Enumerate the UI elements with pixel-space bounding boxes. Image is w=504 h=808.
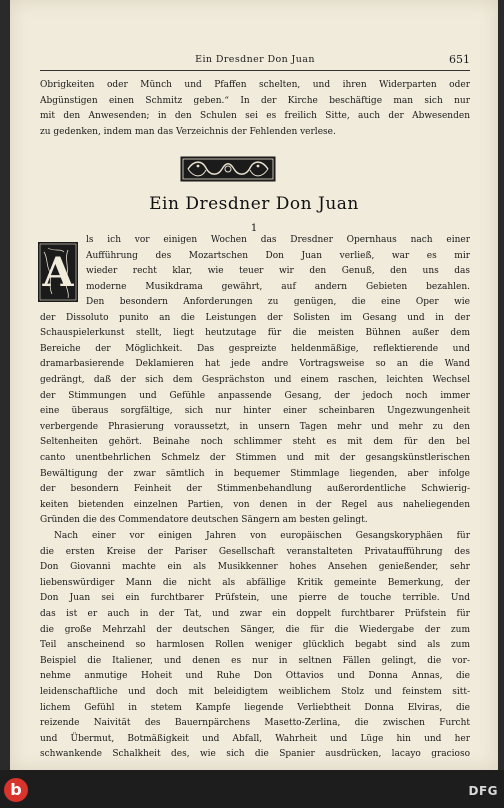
decorated-initial — [38, 242, 78, 302]
text-line: schwankende Schalkheit des, wie sich die Spanier ausdrücken, lacayo gracioso — [40, 749, 470, 760]
running-header — [40, 52, 470, 71]
viewer-logo-icon[interactable]: b — [4, 778, 28, 802]
text-line: moderne Musikdrama gewährt, auf andern Gebieten bezahlen. — [86, 281, 470, 292]
text-line: liebenswürdiger Mann die nicht als abfällige Kritik gemeinte Bemerkung, der — [40, 577, 470, 588]
text-line: der besondern Feinheit der Stimmenbehandlung außerordentliche Schwierig- — [40, 484, 470, 495]
text-line: verbergende Phrasierung voraussetzt, in unsern Tagen mehr und mehr zu den — [40, 421, 470, 432]
text-line: reizende Naivität des Bauernpärchens Masetto-Zerlina, die zwischen Furcht — [40, 718, 470, 729]
text-line: Bereiche der Möglichkeit. Das gespreizte heldenmäßige, reflektierende und — [40, 343, 470, 354]
book-page — [10, 0, 498, 770]
text-line: Nach einer vor einigen Jahren von europäischen Gesangskoryphäen für — [54, 531, 470, 541]
section-number: 1 — [250, 223, 258, 234]
text-line: nehme anmutige Hoheit und Ruhe Don Ottavios und Donna Annas, die — [40, 671, 470, 682]
text-line: Schauspielerkunst stellt, liegt heutzutage für die meisten Bühnen außer dem — [40, 328, 470, 339]
text-line: das ist er auch in der Tat, und zwar ein doppelt furchtbarer Prüfstein für — [40, 608, 470, 619]
text-line: die ersten Kreise der Pariser Gesellschaft veranstalteten Privataufführung des — [40, 546, 470, 557]
text-line: Beispiel die Italiener, und denen es nur in seltnen Fällen gelingt, die vor- — [40, 655, 470, 666]
text-line: canto unentbehrlichen Schmelz der Stimmen und mit der gesangskünstlerischen — [40, 452, 470, 463]
text-line: ls ich vor einigen Wochen das Dresdner Opernhaus nach einer — [86, 235, 470, 245]
text-line: Den besondern Anforderungen zu genügen, die eine Oper wie — [86, 297, 470, 307]
paragraph-1 — [40, 295, 470, 529]
dfg-logo: DFG — [468, 784, 498, 798]
ornamental-vignette — [180, 156, 276, 182]
text-line: eine überaus sorgfältige, sich nur hinter einer scheinbaren Ungezwungenheit — [40, 406, 470, 417]
carryover-paragraph — [40, 78, 470, 140]
text-line: Teil anscheinend so harmlosen Rollen weniger glücklich begabt sind als zum — [40, 640, 470, 651]
text-line: keiten bietenden einzelnen Partien, von denen in der Regel aus naheliegenden — [40, 499, 470, 510]
text-line: mit den Anwesenden; in den Schulen sei es freilich Sitte, auch der Abwesenden — [40, 111, 470, 122]
text-line: gedrängt, daß der sich dem Gesprächston und einem raschen, leichten Wechsel — [40, 374, 470, 385]
running-title: Ein Dresdner Don Juan — [195, 54, 315, 65]
page-number: 651 — [449, 53, 470, 66]
text-line: die große Mehrzahl der deutschen Sänger, die für die Wiedergabe der zum — [40, 624, 470, 635]
svg-text:A: A — [42, 249, 74, 296]
text-line: Don Giovanni machte ein als Musikkenner hohes Ansehen genießender, sehr — [40, 562, 470, 573]
text-line: Seltenheiten gehört. Beinahe noch schlimmer steht es mit dem für den bel — [40, 437, 470, 448]
text-line: der Dissoluto punito an die Leistungen der Solisten im Gesang und in der — [40, 312, 470, 323]
text-line: wieder recht klar, wie teuer wir den Genuß, den uns das — [86, 266, 470, 277]
text-line: Gründen die des Commendatore deutschen Sängern am besten gelingt. — [40, 515, 368, 526]
text-line: Obrigkeiten oder Münch und Pfaffen schelten, und ihren Widerparten oder — [40, 80, 470, 90]
text-line: Abgünstigen einen Schmitz geben.“ In der Kirche beschäftige man sich nur — [40, 95, 470, 106]
paragraph-2 — [40, 529, 470, 763]
text-line: der Stimmungen und Gefühle anpassende Gesang, der jedoch noch immer — [40, 390, 470, 401]
text-line: zu gedenken, indem man das Verzeichnis der Fehlenden verlese. — [40, 126, 336, 137]
text-line: Don Juan sei ein furchtbarer Prüfstein, une pierre de touche terrible. Und — [40, 593, 470, 604]
text-line: und Übermut, Botmäßigkeit und Abfall, Wahrheit und Lüge hin und her — [40, 733, 470, 744]
text-line: lichem Gefühl in stetem Kampfe liegende Verliebtheit Donna Elviras, die — [40, 702, 470, 713]
viewer-footer-bar — [0, 770, 504, 808]
text-line: Bewältigung der zwar sämtlich in bequemer Stimmlage liegenden, aber infolge — [40, 468, 470, 479]
text-line: dramarbasierende Deklamieren hat jede andre Vortragsweise so an die Wand — [40, 359, 470, 370]
text-line: leidenschaftliche und doch mit beleidigtem weiblichem Stolz und feinstem sitt- — [40, 686, 470, 697]
paragraph-1-wrapped — [86, 233, 470, 295]
text-line: Aufführung des Mozartschen Don Juan verließ, war es mir — [86, 250, 470, 261]
article-title: Ein Dresdner Don Juan — [149, 194, 359, 214]
